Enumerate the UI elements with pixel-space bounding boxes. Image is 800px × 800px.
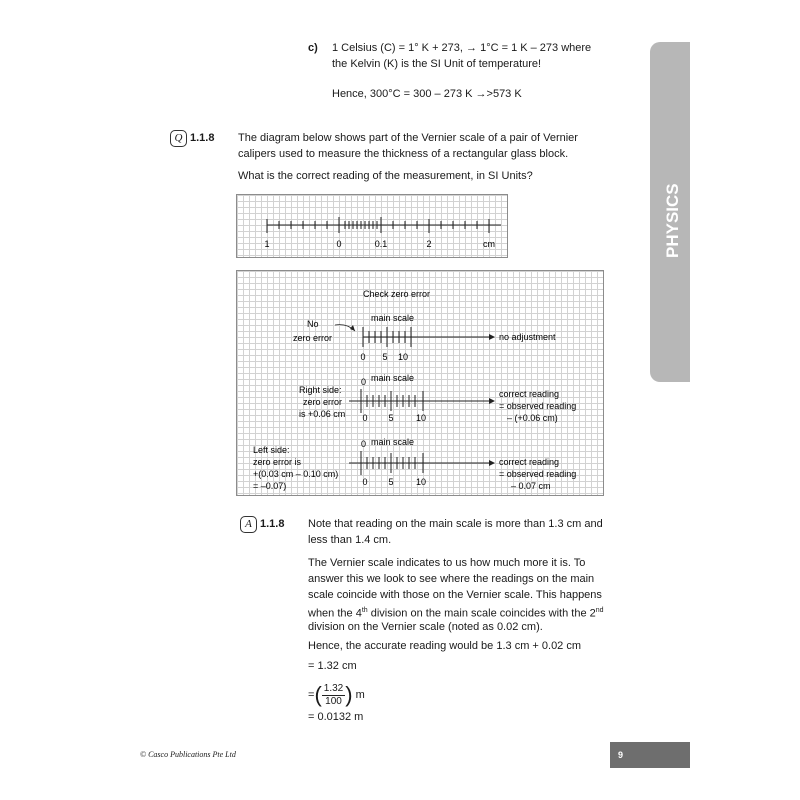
panel1-tick-5: 5: [382, 352, 388, 362]
answer-sup-nd: nd: [595, 607, 604, 614]
question-number: 1.1.8: [190, 132, 215, 144]
footer-copyright: © Casco Publications Pte Ltd: [140, 750, 236, 759]
textbook-page: [130, 0, 690, 800]
scale-label-0-1: 0.1: [374, 239, 388, 249]
answer-fraction: [322, 683, 345, 708]
question-line-1: The diagram below shows part of the Vernier scale of a pair of Vernier: [238, 132, 578, 144]
part-c-line-1: 1 Celsius (C) = 1° K + 273, → 1°C = 1 K – 273 where: [332, 42, 592, 54]
scale-label-1: 1: [264, 239, 270, 249]
answer-eq-2: =( $\frac{1.32}{100}$ ) m: [308, 682, 365, 708]
answer-sup-th: th: [361, 607, 368, 614]
scale-label-cm: cm: [483, 239, 495, 249]
answer-eq-2-prefix: =: [308, 689, 315, 701]
answer-badge: A: [240, 516, 257, 533]
panel1-right: no adjustment: [499, 332, 556, 342]
panel1-left-2: zero error: [293, 333, 333, 343]
answer-eq-3: = 0.0132 m: [308, 711, 364, 723]
answer-p1-line-1: Note that reading on the main scale is more than 1.3 cm and: [308, 518, 603, 530]
answer-p2-line-3: scale coincide with those on the Vernier scale. This happens: [308, 589, 602, 601]
question-line-2: calipers used to measure the thickness of a rectangular glass block.: [238, 148, 569, 160]
panel3-tick-5: 5: [388, 477, 394, 487]
panel3-left-3: +(0.03 cm – 0.10 cm): [253, 469, 339, 479]
zero-error-figure: [236, 270, 604, 496]
answer-p2-line-1: The Vernier scale indicates to us how much more it is. To: [308, 557, 586, 569]
physics-tab-svg: [650, 42, 690, 382]
panel1-scale-label: main scale: [371, 313, 415, 323]
panel2-right-3: – (+0.06 cm): [507, 413, 558, 423]
panel3-right-3: – 0.07 cm: [511, 481, 551, 491]
page-number: 9: [610, 742, 690, 768]
answer-hence: Hence, the accurate reading would be 1.3 cm + 0.02 cm: [308, 640, 582, 652]
answer-number: 1.1.8: [260, 518, 285, 530]
part-c-hence: Hence, 300°C = 300 – 273 K →>573 K: [332, 88, 522, 100]
panel3-right-2: = observed reading: [499, 469, 577, 479]
panel2-scale-label: main scale: [371, 373, 415, 383]
panel3-left-2: zero error is: [253, 457, 302, 467]
part-c-line-2: the Kelvin (K) is the SI Unit of temperature!: [332, 58, 542, 70]
physics-tab-label: PHYSICS: [663, 183, 682, 258]
panel2-left-2: zero error: [303, 397, 343, 407]
vernier-scale-figure: [236, 194, 508, 258]
question-badge: Q: [170, 130, 187, 147]
answer-eq-2-unit: m: [355, 689, 365, 701]
panel3-right-1: correct reading: [499, 457, 560, 467]
panel2-tick-10: 10: [415, 413, 427, 423]
panel3-scale-label: main scale: [371, 437, 415, 447]
vernier-scale-svg: [237, 195, 507, 257]
fraction-numerator: 1.32: [323, 682, 344, 694]
answer-p2-line-4-a: when the 4: [308, 607, 362, 620]
zero-error-title: Check zero error: [363, 289, 431, 299]
panel2-tick-5: 5: [388, 413, 394, 423]
panel3-left-4: = –0.07): [253, 481, 287, 491]
panel2-right-1: correct reading: [499, 389, 560, 399]
answer-p1-line-2: less than 1.4 cm.: [308, 534, 392, 546]
panel3-tick-0: 0: [362, 477, 368, 487]
panel1-left-1: No: [307, 319, 319, 329]
panel1-tick-10: 10: [397, 352, 409, 362]
panel3-zero: 0: [361, 439, 367, 449]
panel3-left-1: Left side:: [253, 445, 290, 455]
panel2-left-3: is +0.06 cm: [299, 409, 346, 419]
panel3-tick-10: 10: [415, 477, 427, 487]
answer-p2-line-2: answer this we look to see where the readings on the main: [308, 573, 595, 585]
panel2-zero: 0: [361, 377, 367, 387]
answer-p2-line-4-b: division on the main scale coincides with the 2: [367, 607, 596, 620]
panel2-tick-0: 0: [362, 413, 368, 423]
zero-error-svg: [237, 271, 603, 495]
panel2-left-1: Right side:: [299, 385, 342, 395]
fraction-denominator: 100: [325, 695, 342, 707]
answer-eq-1: = 1.32 cm: [308, 660, 357, 672]
question-line-3: What is the correct reading of the measurement, in SI Units?: [238, 170, 533, 182]
scale-label-2: 2: [426, 239, 432, 249]
panel2-right-2: = observed reading: [499, 401, 577, 411]
physics-side-tab: [650, 42, 690, 382]
panel1-tick-0: 0: [360, 352, 366, 362]
scale-label-0: 0: [336, 239, 342, 249]
part-c-label: c): [308, 42, 318, 54]
answer-p2-line-5: division on the Vernier scale (noted as 0.02 cm).: [308, 621, 543, 633]
